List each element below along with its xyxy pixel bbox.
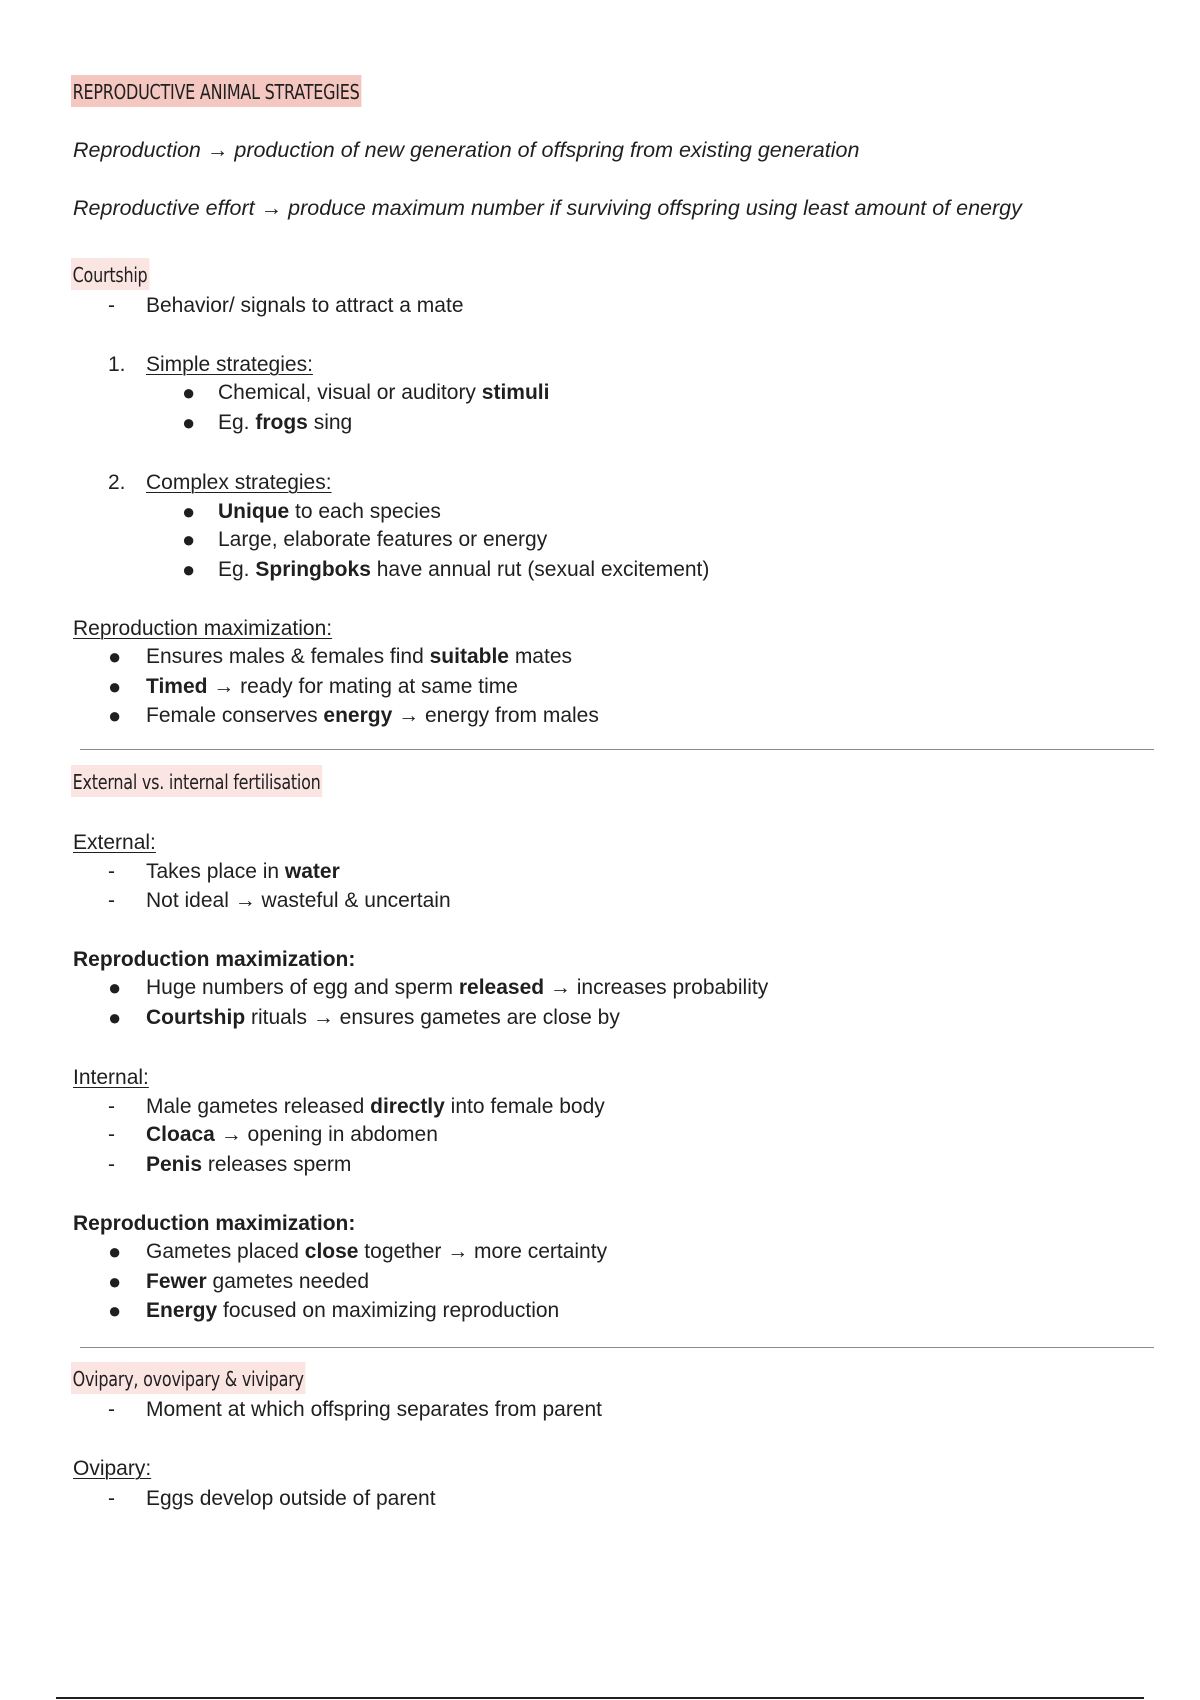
list-item: Behavior/ signals to attract a mate [146, 294, 464, 317]
page-bottom-rule [56, 1697, 1144, 1699]
definition-reproduction [73, 138, 859, 163]
bullet-marker: ● [108, 674, 122, 699]
section-heading-parity: Ovipary, ovovipary & vivipary [71, 1362, 305, 1394]
list-item: Eg. frogs sing [218, 411, 353, 434]
horizontal-rule [80, 749, 1154, 750]
section-heading-courtship: Courtship [71, 258, 149, 290]
subheading-reproduction-maximization: Reproduction maximization: [73, 948, 356, 971]
bullet-marker: ● [108, 1269, 122, 1294]
list-item: Cloaca → opening in abdomen [146, 1123, 438, 1146]
list-item: Gametes placed close together → more certainty [146, 1240, 608, 1263]
subheading-simple-strategies: Simple strategies: [146, 353, 313, 376]
dash-marker: - [108, 1487, 115, 1510]
list-item: Male gametes released directly into female body [146, 1095, 605, 1118]
list-item: Takes place in water [146, 860, 340, 883]
bullet-marker: ● [182, 499, 196, 524]
list-item: Moment at which offspring separates from parent [146, 1398, 603, 1421]
bullet-marker: ● [108, 1005, 122, 1030]
list-item: Timed → ready for mating at same time [146, 675, 518, 698]
bullet-marker: ● [108, 644, 122, 669]
subheading-reproduction-maximization: Reproduction maximization: [73, 1212, 356, 1235]
definition-reproductive-effort [73, 196, 1022, 221]
bullet-marker: ● [108, 975, 122, 1000]
subheading-internal: Internal: [73, 1066, 149, 1089]
dash-marker: - [108, 860, 115, 883]
subheading-external: External: [73, 831, 156, 854]
dash-marker: - [108, 889, 115, 912]
list-item: Ensures males & females find suitable mates [146, 645, 573, 668]
list-item: Eggs develop outside of parent [146, 1487, 436, 1510]
dash-marker: - [108, 294, 115, 317]
definition-text: production of new generation of offspring from existing generation [234, 138, 860, 162]
bullet-marker: ● [108, 1298, 122, 1323]
page-title: REPRODUCTIVE ANIMAL STRATEGIES [71, 75, 361, 107]
list-number: 2. [108, 471, 126, 494]
arrow-glyph: → [260, 196, 283, 220]
bullet-marker: ● [108, 703, 122, 728]
arrow-glyph: → [206, 138, 229, 162]
list-item: Female conserves energy → energy from males [146, 704, 599, 727]
list-item: Eg. Springboks have annual rut (sexual excitement) [218, 558, 710, 581]
definition-term: Reproduction [73, 138, 201, 162]
bullet-marker: ● [182, 380, 196, 405]
dash-marker: - [108, 1123, 115, 1146]
definition-text: produce maximum number if surviving offspring using least amount of energy [288, 196, 1022, 220]
dash-marker: - [108, 1095, 115, 1118]
subheading-ovipary: Ovipary: [73, 1457, 152, 1480]
subheading-complex-strategies: Complex strategies: [146, 471, 332, 494]
bullet-marker: ● [182, 410, 196, 435]
list-item: Courtship rituals → ensures gametes are close by [146, 1006, 620, 1029]
list-item: Large, elaborate features or energy [218, 528, 548, 551]
list-item: Chemical, visual or auditory stimuli [218, 381, 550, 404]
list-item: Unique to each species [218, 500, 441, 523]
list-number: 1. [108, 353, 126, 376]
list-item: Fewer gametes needed [146, 1270, 369, 1293]
list-item: Energy focused on maximizing reproduction [146, 1299, 560, 1322]
horizontal-rule [80, 1347, 1154, 1348]
dash-marker: - [108, 1153, 115, 1176]
bullet-marker: ● [182, 527, 196, 552]
list-item: Penis releases sperm [146, 1153, 352, 1176]
list-item: Not ideal → wasteful & uncertain [146, 889, 451, 912]
dash-marker: - [108, 1398, 115, 1421]
bullet-marker: ● [108, 1239, 122, 1264]
section-heading-fertilisation: External vs. internal fertilisation [71, 765, 322, 797]
definition-term: Reproductive effort [73, 196, 255, 220]
bullet-marker: ● [182, 557, 196, 582]
list-item: Huge numbers of egg and sperm released → increases probability [146, 976, 769, 999]
subheading-reproduction-maximization: Reproduction maximization: [73, 617, 333, 640]
